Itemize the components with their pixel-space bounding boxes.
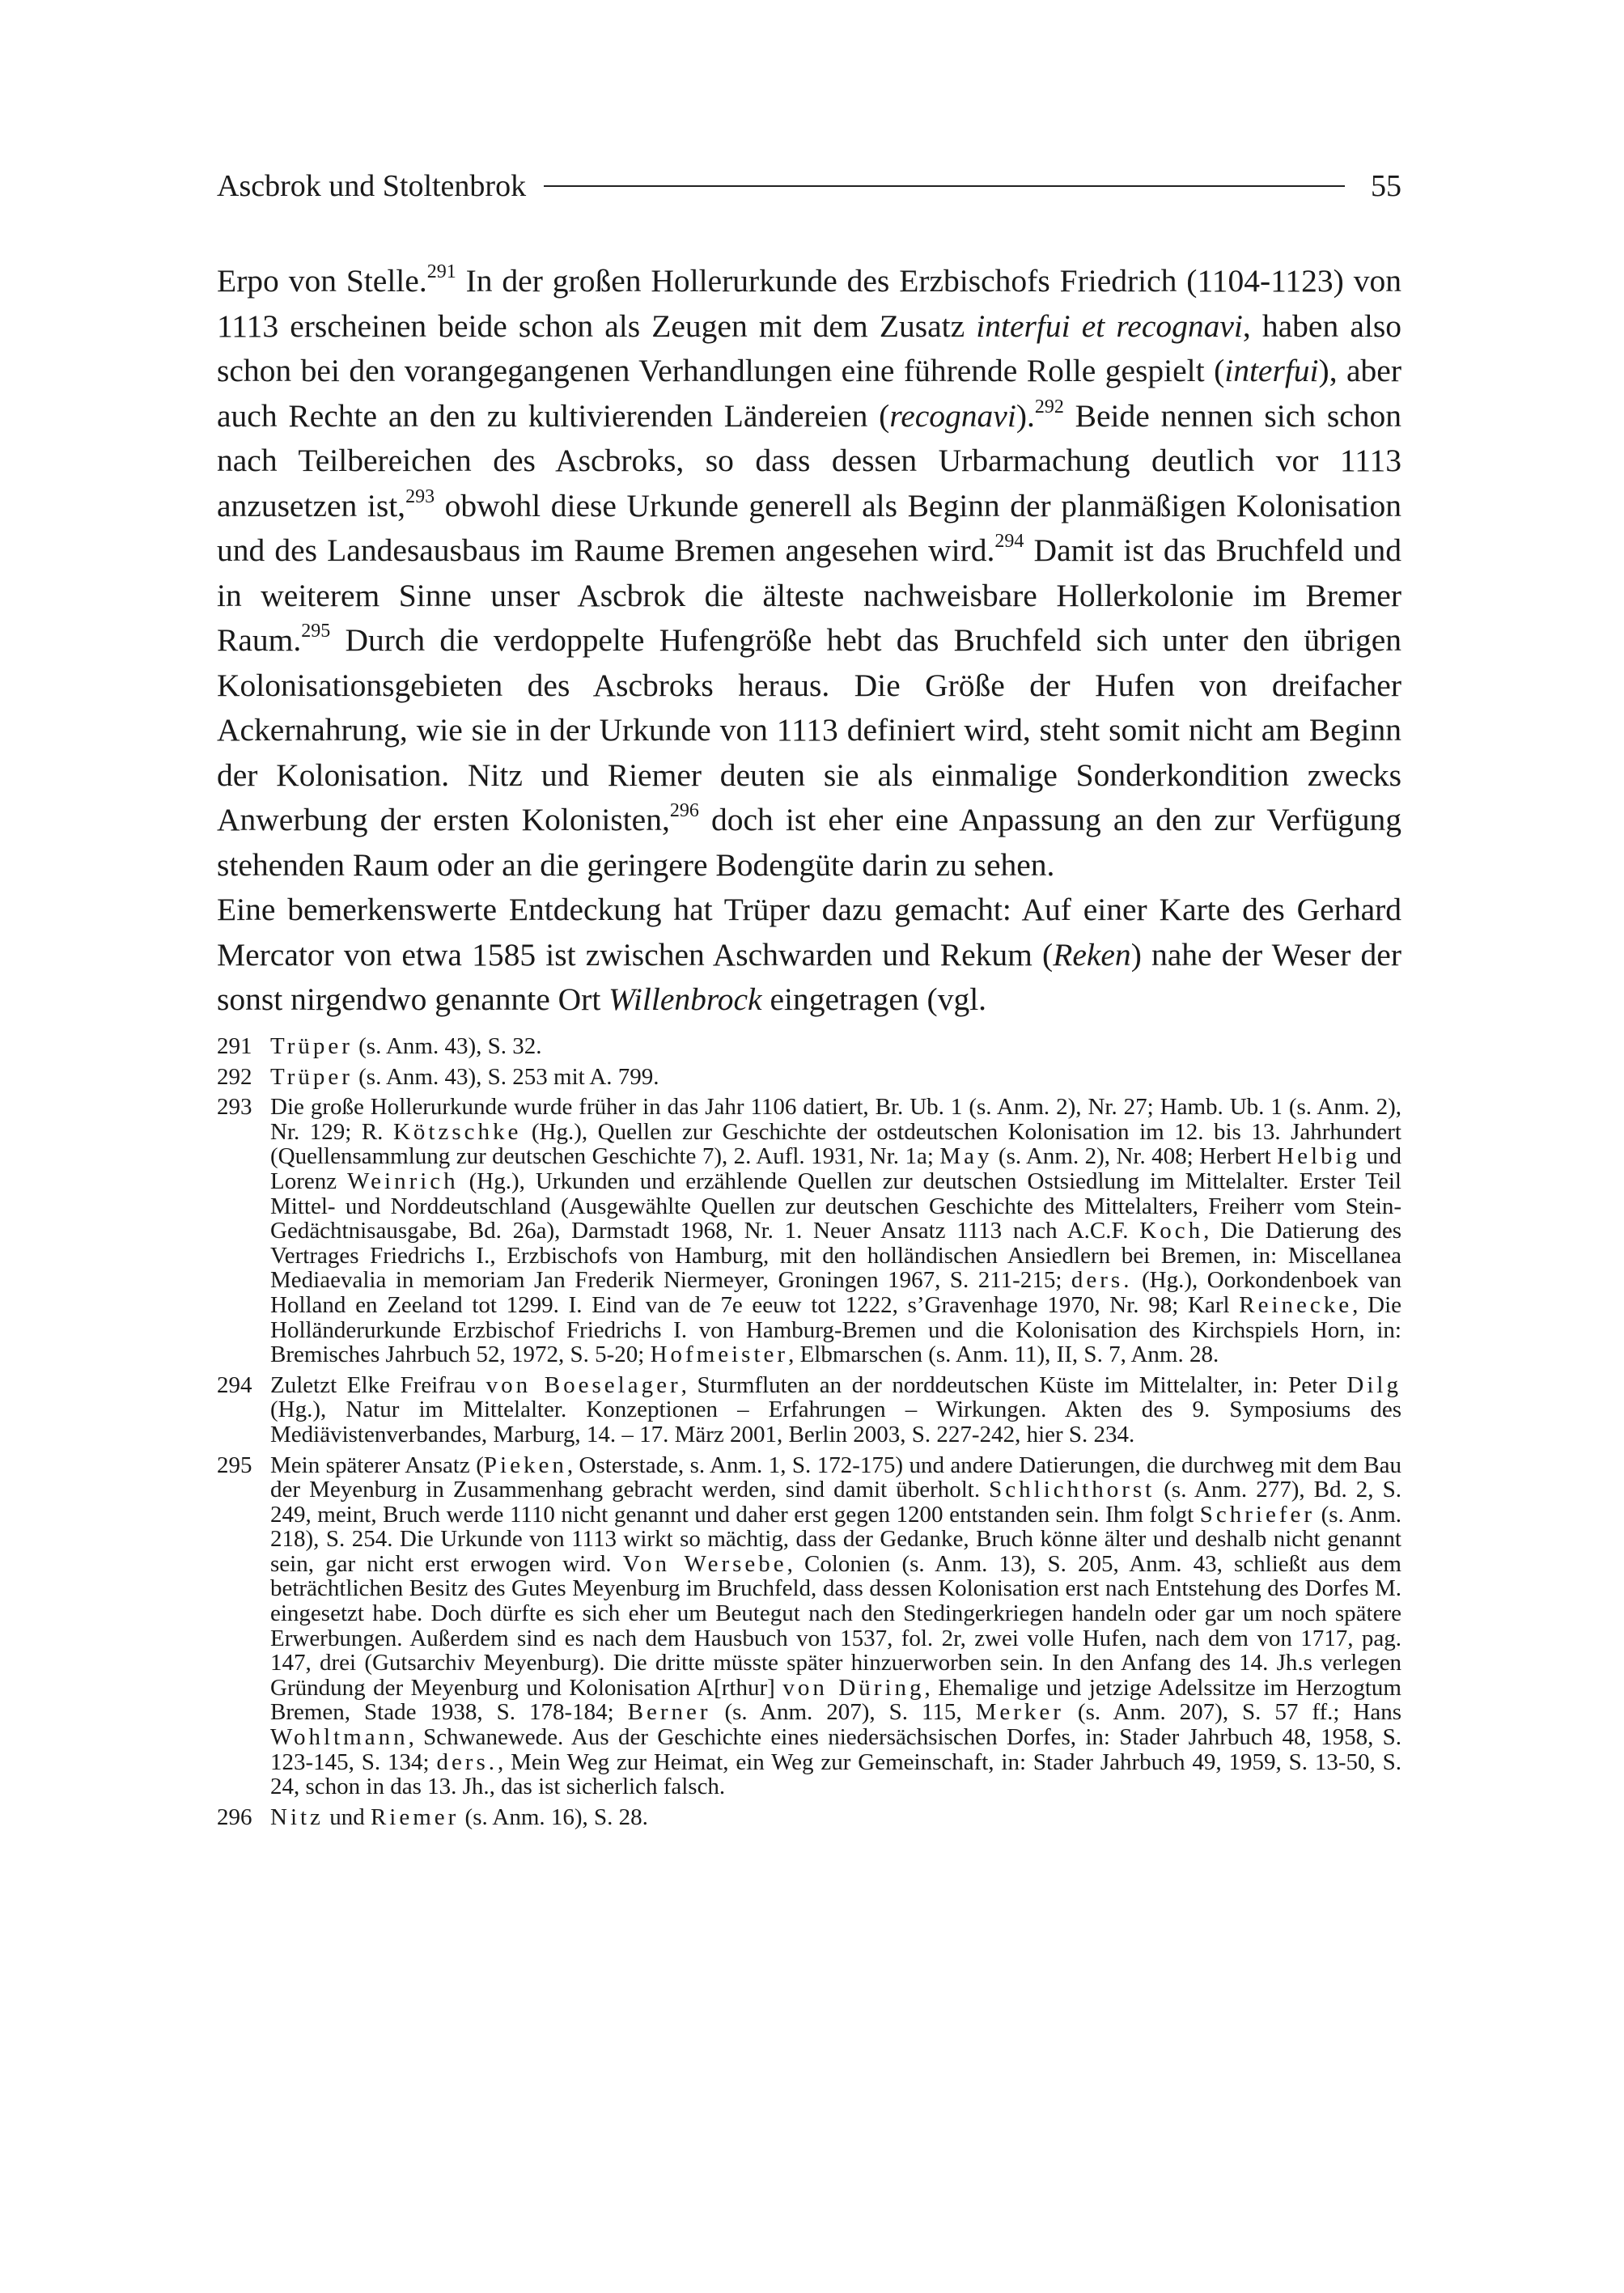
- text-run: Durch die verdoppelte Hufengröße hebt das Bruchfeld sich unter den übrigen Kolonisationsgebieten des Ascbroks heraus. Die Größe der Hufen von dreifacher Ackernahrung, wie sie in der Urkunde von 1113 definiert wird, steht somit nicht am Beginn der Kolonisation. Nitz und Riemer deuten sie als einmalige Sonderkondition zwecks Anwerbung der ersten Kolonisten,: [217, 622, 1401, 837]
- author-name: Reinecke: [1239, 1291, 1353, 1318]
- text-run: (s. Anm. 277), Bd. 2, S. 249, meint, Bruch werde 1110 nicht genannt und daher erst gegen 1200 entstanden sein. Ihm folgt: [270, 1477, 1401, 1528]
- footnote-number: 291: [217, 1033, 252, 1059]
- footnote-ref-291[interactable]: 291: [426, 261, 456, 282]
- text-run: ) nahe der Weser der sonst nirgendwo genannte Ort: [217, 936, 1401, 1017]
- text-run: ), aber auch Rechte an den zu kultivierenden Ländereien (: [217, 353, 1401, 434]
- footnote-number: 292: [217, 1063, 252, 1090]
- author-name: ders.: [1071, 1267, 1133, 1294]
- footnote-number: 293: [217, 1094, 252, 1121]
- footnote-number: 296: [217, 1803, 252, 1830]
- paragraph-2: [217, 888, 1401, 1023]
- text-run: und: [323, 1803, 371, 1830]
- text-run: (s. Anm. 218), S. 254. Die Urkunde von 1113 wirkt so mächtig, dass der Gedanke, Bruch könne älter und deshalb nicht genannt sein, gar nicht erst erwogen wird.: [270, 1501, 1402, 1577]
- text-run: Zuletzt Elke Freifrau: [270, 1371, 486, 1398]
- footnote-text: [270, 1805, 1401, 1830]
- running-title: Ascbrok und Stoltenbrok: [217, 169, 527, 203]
- author-name: Pieken: [483, 1452, 567, 1478]
- author-name: Dilg: [1346, 1371, 1401, 1398]
- text-run: Eine bemerkenswerte Entdeckung hat Trüper dazu gemacht: Auf einer Karte des Gerhard Mercator von etwa 1585 ist zwischen Aschwarden und Rekum (: [217, 892, 1401, 973]
- text-run: obwohl diese Urkunde generell als Beginn der planmäßigen Kolonisation und des Landesausbaus im Raume Bremen angesehen wird.: [217, 487, 1402, 568]
- text-run: (Hg.), Urkunden und erzählende Quellen zur deutschen Ostsiedlung im Mittelalter. Erster Teil Mittel- und Norddeutschland (Ausgewählte Quellen zur deutschen Geschichte des Mittelalters, Freiherr vom Stein-Gedächtnisausgabe, Bd. 26a), Darmstadt 1968, Nr. 1. Neuer Ansatz 1113 nach A.C.F.: [270, 1168, 1401, 1244]
- footnote-text: [270, 1095, 1401, 1367]
- text-run: , Colonien (s. Anm. 13), S. 205, Anm. 43, schließt aus dem beträchtlichen Besitz des Gutes Meyenburg im Bruchfeld, dass dessen Kolonisation erst nach Entstehung des Dorfes M. eingesetzt habe. Doch dürfte es sich eher um Beutegut nach den Stedingerkriegen handeln oder gar um noch spätere Erwerbungen. Außerdem sind es nach dem Hausbuch von 1537, fol. 2r, zwei volle Hufen, nach dem von 1717, pag. 147, drei (Gutsarchiv Meyenburg). Die dritte müsste später hinzuerworben sein. In den Anfang des 14. Jh.s verlegen Gründung der Meyenburg und Kolonisation A[rthur]: [270, 1550, 1401, 1701]
- author-name: Hofmeister: [650, 1341, 789, 1368]
- footnote-295: [217, 1453, 1401, 1799]
- text-run: (Hg.), Oorkondenboek van Holland en Zeeland tot 1299. I. Eind van de 7e eeuw tot 1222, s’Gravenhage 1970, Nr. 98; Karl: [270, 1267, 1401, 1318]
- text-run: , Sturmfluten an der norddeutschen Küste im Mittelalter, in: Peter: [681, 1371, 1347, 1398]
- text-run: In der großen Hollerurkunde des Erzbischofs Friedrich (1104-1123) von 1113 erscheinen beide schon als Zeugen mit dem Zusatz: [217, 263, 1401, 344]
- footnote-text: [270, 1065, 1401, 1090]
- author-name: Schriefer: [1199, 1501, 1316, 1528]
- author-name: von Düring: [782, 1674, 925, 1701]
- footnote-ref-296[interactable]: 296: [669, 800, 699, 821]
- author-name: Weinrich: [347, 1168, 459, 1194]
- footnote-294: [217, 1373, 1401, 1447]
- footnote-number: 294: [217, 1371, 252, 1398]
- footnote-text: [270, 1453, 1401, 1799]
- page-number: 55: [1371, 169, 1401, 203]
- text-run: , Die Holländerurkunde Erzbischof Friedrichs I. von Hamburg-Bremen und die Kolonisation des Kirchspiels Horn, in: Bremisches Jahrbuch 52, 1972, S. 5-20;: [270, 1291, 1402, 1368]
- author-name: ders.: [436, 1748, 498, 1775]
- text-run: (s. Anm. 43), S. 253 mit A. 799.: [352, 1063, 659, 1090]
- text-run: , Mein Weg zur Heimat, ein Weg zur Gemeinschaft, in: Stader Jahrbuch 49, 1959, S. 13-50, S. 24, schon in das 13. Jh., das ist sicherlich falsch.: [270, 1748, 1402, 1800]
- author-name: May: [939, 1143, 993, 1170]
- footnote-ref-294[interactable]: 294: [994, 531, 1024, 552]
- author-name: Riemer: [370, 1803, 460, 1830]
- text-run: , Elbmarschen (s. Anm. 11), II, S. 7, Anm. 28.: [788, 1341, 1219, 1368]
- running-header: [217, 168, 1401, 204]
- footnote-text: [270, 1373, 1401, 1447]
- author-name: Wohltmann: [270, 1724, 409, 1751]
- text-run: doch ist eher eine Anpassung an den zur Verfügung stehenden Raum oder an die geringere Bodengüte darin zu sehen.: [217, 802, 1401, 883]
- text-run: (s. Anm. 43), S. 32.: [352, 1033, 542, 1059]
- author-name: Merker: [975, 1699, 1064, 1726]
- author-name: Kötzschke: [392, 1118, 522, 1145]
- text-run: (s. Anm. 2), Nr. 408; Herbert: [992, 1143, 1278, 1170]
- text-run: Mein späterer Ansatz (: [270, 1452, 484, 1478]
- text-run: , Ehemalige und jetzige Adelssitze im Herzogtum Bremen, Stade 1938, S. 178-184;: [270, 1674, 1401, 1726]
- author-name: Koch: [1139, 1218, 1204, 1244]
- footnote-293: [217, 1095, 1401, 1367]
- text-run: (s. Anm. 16), S. 28.: [459, 1803, 648, 1830]
- text-run: Die große Hollerurkunde wurde früher in das Jahr 1106 datiert, Br. Ub. 1 (s. Anm. 2), Nr. 27; Hamb. Ub. 1 (s. Anm. 2), Nr. 129; R.: [270, 1094, 1401, 1145]
- text-run: Erpo von Stelle.: [217, 263, 427, 299]
- main-text: [217, 259, 1401, 1023]
- author-name: Von Wersebe: [622, 1550, 787, 1577]
- italic-phrase: Reken: [1053, 936, 1131, 973]
- footnote-ref-295[interactable]: 295: [301, 621, 331, 642]
- footnote-text: [270, 1034, 1401, 1059]
- italic-phrase: interfui: [1224, 353, 1319, 388]
- header-rule: [544, 185, 1345, 187]
- text-run: ).: [1016, 397, 1035, 434]
- text-run: , haben also schon bei den vorangegangenen Verhandlungen eine führende Rolle gespielt (: [217, 307, 1401, 388]
- paragraph-1: [217, 259, 1401, 888]
- author-name: Trüper: [270, 1033, 353, 1059]
- footnote-ref-293[interactable]: 293: [405, 485, 435, 507]
- footnotes: [217, 1034, 1401, 1835]
- footnote-292: [217, 1065, 1401, 1090]
- text-run: (s. Anm. 207), S. 115,: [710, 1699, 976, 1726]
- footnote-291: [217, 1034, 1401, 1059]
- text-run: , Schwanewede. Aus der Geschichte eines niedersächsischen Dorfes, in: Stader Jahrbuch 48, 1958, S. 123-145, S. 134;: [270, 1724, 1401, 1775]
- text-run: und Lorenz: [270, 1143, 1401, 1194]
- text-run: (s. Anm. 207), S. 57 ff.; Hans: [1063, 1699, 1401, 1726]
- text-run: , Die Datierung des Vertrages Friedrichs I., Erzbischofs von Hamburg, mit den holländischen Ansiedlern bei Bremen, in: Miscellanea Mediaevalia in memoriam Jan Frederik Niermeyer, Groningen 1967, S. 211-215;: [270, 1218, 1401, 1294]
- footnote-number: 295: [217, 1452, 252, 1478]
- author-name: Berner: [627, 1699, 711, 1726]
- text-run: eingetragen (vgl.: [761, 981, 987, 1017]
- text-run: (Hg.), Quellen zur Geschichte der ostdeutschen Kolonisation im 12. bis 13. Jahrhundert (Quellensammlung zur deutschen Geschichte 7), 2. Aufl. 1931, Nr. 1a;: [270, 1118, 1401, 1170]
- author-name: Trüper: [270, 1063, 353, 1090]
- italic-phrase: Willenbrock: [608, 981, 762, 1017]
- text-run: Damit ist das Bruchfeld und in weiterem Sinne unser Ascbrok die älteste nachweisbare Hollerkolonie im Bremer Raum.: [217, 532, 1401, 658]
- footnote-ref-292[interactable]: 292: [1034, 396, 1064, 417]
- author-name: Schlichthorst: [989, 1477, 1155, 1503]
- italic-phrase: recognavi: [889, 397, 1016, 434]
- text-run: , Osterstade, s. Anm. 1, S. 172-175) und andere Datierungen, die durchweg mit dem Bau der Meyenburg in Zusammenhang gebracht werden, sind damit überholt.: [270, 1452, 1401, 1503]
- text-run: Beide nennen sich schon nach Teilbereichen des Ascbroks, so dass dessen Urbarmachung deutlich vor 1113 anzusetzen ist,: [217, 397, 1402, 523]
- footnote-296: [217, 1805, 1401, 1830]
- italic-phrase: interfui et recognavi: [976, 307, 1243, 344]
- author-name: von Boeselager: [486, 1371, 681, 1398]
- author-name: Helbig: [1277, 1143, 1361, 1170]
- text-run: (Hg.), Natur im Mittelalter. Konzeptionen – Erfahrungen – Wirkungen. Akten des 9. Symposiums des Mediävistenverbandes, Marburg, 14. – 17. März 2001, Berlin 2003, S. 227-242, hier S. 234.: [270, 1397, 1401, 1447]
- author-name: Nitz: [270, 1803, 324, 1830]
